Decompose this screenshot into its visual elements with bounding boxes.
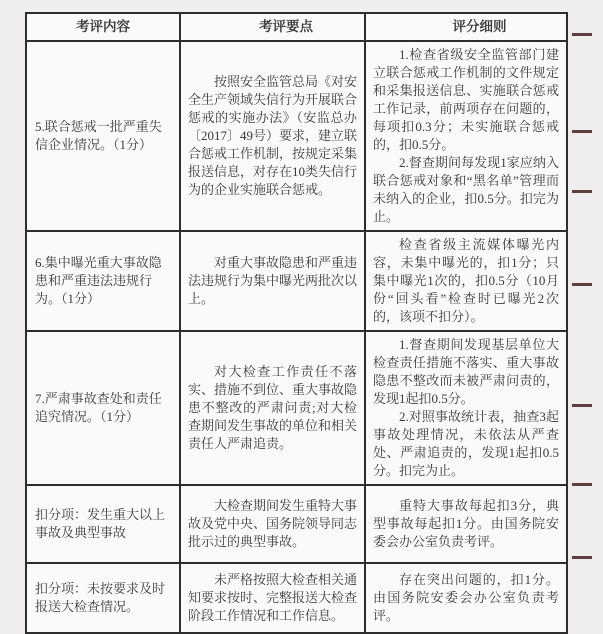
cell-rules — [364, 42, 566, 230]
cell-rules — [364, 232, 566, 330]
cell-points — [179, 486, 364, 562]
table-header-row — [27, 14, 566, 40]
cell-text: 1.检查省级安全监管部门建立联合惩戒工作机制的文件规定和采集报送信息、实施联合惩戒工作记录，前两项存在问题的，每项扣0.3分；未实施联合惩戒的，扣0.5分。 — [373, 47, 559, 152]
header-label: 考评内容 — [76, 19, 130, 34]
header-cell-scoring-rules — [364, 14, 566, 40]
scan-artifact-dash — [572, 33, 592, 36]
scan-artifact-dash — [572, 130, 592, 133]
cell-rules — [364, 486, 566, 562]
header-cell-assessment-points — [179, 14, 364, 40]
cell-rules — [364, 564, 566, 632]
cell-points — [179, 332, 364, 484]
cell-text: 6.集中曝光重大事故隐患和严重违法违规行为。（1分） — [35, 255, 162, 306]
cell-text: 未严格按照大检查相关通知要求按时、完整报送大检查阶段工作情况和工作信息。 — [188, 572, 358, 623]
cell-content — [27, 42, 179, 230]
header-label: 评分细则 — [452, 19, 507, 34]
scan-artifact-dash — [572, 404, 592, 407]
cell-points — [179, 564, 364, 632]
cell-text: 5.联合惩戒一批严重失信企业情况。（1分） — [35, 119, 162, 152]
cell-text: 按照安全监管总局《对安全生产领域失信行为开展联合惩戒的实施办法》（安监总办〔2017〕49号）要求，建立联合惩戒工作机制，按规定采集报送信息，对存在10类失信行为的企业实施联合惩戒。 — [188, 74, 358, 197]
table-row — [27, 562, 566, 632]
cell-text: 7.严肃事故查处和责任追究情况。（1分） — [35, 391, 162, 424]
cell-content — [27, 564, 179, 632]
cell-text: 扣分项：未按要求及时报送大检查情况。 — [35, 581, 166, 614]
cell-text: 扣分项：发生重大以上事故及典型事故 — [35, 507, 166, 540]
table-row — [27, 484, 566, 562]
cell-points — [179, 232, 364, 330]
header-cell-assessment-content — [27, 14, 179, 40]
scan-artifact-dash — [572, 556, 592, 559]
cell-text: 重特大事故每起扣3分，典型事故每起扣1分。由国务院安委会办公室负责考评。 — [373, 498, 559, 549]
header-label: 考评要点 — [259, 19, 313, 34]
cell-text: 1.督查期间发现基层单位大检查责任措施不落实、重大事故隐患不整改而未被严肃问责的，发现1起扣0.5分。 — [373, 337, 559, 406]
cell-text: 对重大事故隐患和严重违法违规行为集中曝光两批次以上。 — [188, 255, 358, 306]
table-row — [27, 330, 566, 484]
cell-text: 检查省级主流媒体曝光内容，未集中曝光的，扣1分；只集中曝光1次的，扣0.5分（10月份“回头看”检查时已曝光2次的，该项不扣分）。 — [373, 237, 559, 324]
cell-points — [179, 42, 364, 230]
cell-text: 大检查期间发生重特大事故及党中央、国务院领导同志批示过的典型事故。 — [188, 498, 358, 549]
scan-artifact-dash — [572, 483, 592, 486]
cell-rules — [364, 332, 566, 484]
cell-content — [27, 332, 179, 484]
table-row — [27, 230, 566, 330]
cell-text: 存在突出问题的，扣1分。由国务院安委会办公室负责考评。 — [373, 572, 559, 623]
cell-content — [27, 232, 179, 330]
scan-artifact-dash — [572, 283, 592, 286]
scan-artifact-dash — [572, 190, 592, 193]
assessment-criteria-table — [25, 12, 568, 634]
cell-text: 2.对照事故统计表，抽查3起事故处理情况，未依法从严查处、严肃追责的，发现1起扣0.5分。扣完为止。 — [373, 409, 559, 478]
table-row — [27, 40, 566, 230]
cell-content — [27, 486, 179, 562]
cell-text: 对大检查工作责任不落实、措施不到位、重大事故隐患不整改的严肃问责;对大检查期间发生事故的单位和相关责任人严肃追责。 — [188, 364, 358, 451]
cell-text: 2.督查期间每发现1家应纳入联合惩戒对象和“黑名单”管理而未纳入的企业，扣0.5分。扣完为止。 — [373, 155, 559, 224]
